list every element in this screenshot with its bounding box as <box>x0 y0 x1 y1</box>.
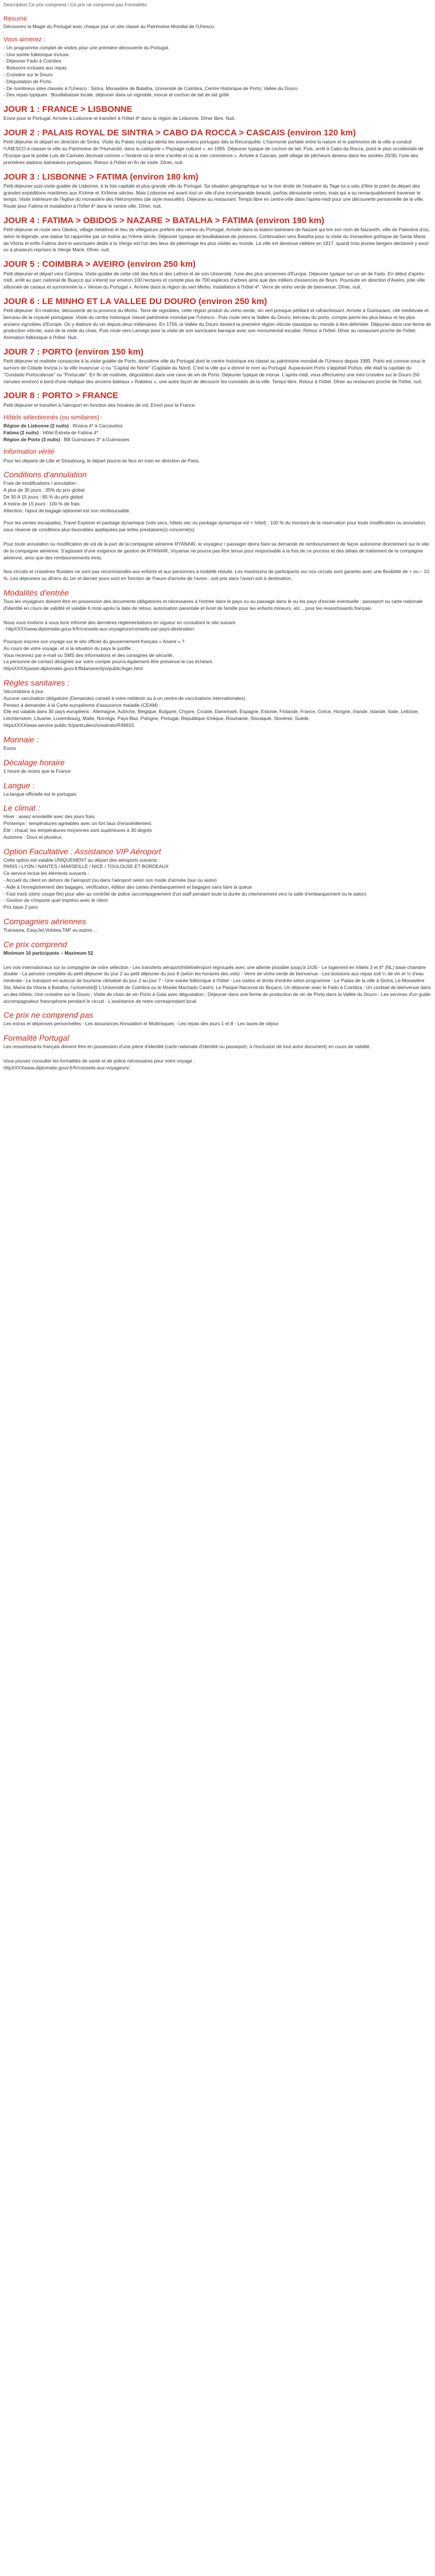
day-8-text: Petit déjeuner et transfert à l'aéroport en fonction des horaires de vol. Envol pour la France. <box>3 402 196 408</box>
hotel-item <box>3 430 432 437</box>
climat-line: Automne : Doux et pluvieux. <box>3 834 63 840</box>
day-2-text: Petit déjeuner et départ en direction de Sintra. Visite du Palais royal qui abrita les souverains portugais dès la Reconquête. L'harmonie parfaite entre la nature et le patrimoine de la ville a conduit l'UNESCO à classer la ville au Patrimoine de l'Humanité, dans la catégorie « Paysage culturel », en 1995. Déjeuner typique de cochon de lait. Puis, arrêt à Cabo da Rocca, point le plus occidentale de l'Europe que le poète Luis de Camoes décrivait comme « l'endroit où la terre s'arrête et où la mer commence ». Arrivée à Cascais, petit village de pêcheurs devenu dans les années 20/30, l'une des premières stations balnéaires portugaises. Retour à l'hôtel en fin de visite. Dîner, nuit. <box>3 139 424 165</box>
day-3-text: Petit déjeuner puis visite guidée de Lisbonne, à la fois capitale et plus grande ville du Portugal. Sa situation géographique sur la rive droite de l'estuaire du Tage lui a valu d'être le point de départ des grandes expéditions maritimes aux XVème et XVIème siècles. Mais Lisbonne est avant tout un site d'une incomparable beauté, parfois déroutante certes, mais qui a su remarquablement traverser le temps. Visite intérieure de l'église du monastère des Hiéronymites (de style manuélin). Déjeuner au restaurant. Temps libre en centre-ville dans l'après-midi pour une découverte personnelle de la ville. Route pour Fatima et installation à l'hôtel 4* dans le centre ville. Dîner, nuit. <box>3 182 424 209</box>
hotel-name: : Riviera 4* à Carcavelos <box>68 423 123 429</box>
atout-item: - De nombreux sites classés à l'Unesco : Sintra, Monastère de Batalha, Université de Coimbra, Centre Historique de Porto, Vallée du Douro <box>3 85 298 91</box>
info-title: Information vérité <box>3 449 55 456</box>
modalites-info-line: Nous vous invitons à vous tenir informé des dernières réglementations en vigueur en consultant le site suivant <box>3 619 236 625</box>
langue-title: Langue : <box>3 780 35 790</box>
atout-item: - Dégustation de Porto. <box>3 78 53 84</box>
climat-line: Printemps : températures agréables avec un fort taux d'ensoleillement. <box>3 820 153 827</box>
day-5-text: Petit déjeuner et départ vers Coimbra. Visite guidée de cette cité des Arts et des Lettres et de son Université, l'une des plus anciennes d'Europe. Déjeuner typique sur un air de Fado. En début d'après-midi, arrêt au parc national de Buaçco qui s'étend sur environ 100 hectares et compte plus de 700 espèces d'arbres ainsi que des milliers d'essences de fleurs. Poursuite en direction d'Aveiro, jolie ville sillonnée de canaux et surnommée la « Venise du Portugal ». Arrivée dans la région du vert Minho. Installation à l'hôtel 4*. Verre de vinho verde de bienvenue. Dîner, nuit. <box>3 270 425 290</box>
modalites-ariane <box>3 639 432 672</box>
option-line: Prix base 2 pers <box>3 904 38 910</box>
conditions-title: Conditions d'annulation <box>3 470 87 480</box>
resume-title: Résumé <box>3 15 27 22</box>
atout-item: - Boissons incluses aux repas. <box>3 65 68 71</box>
info-text: Pour les départs de Lille et Strasbourg, le départ pourra se fera en train en direction de Paris. <box>3 457 200 464</box>
climat-line: Eté : chaud, les températures moyennes sont supérieures à 30 degrés <box>3 827 152 834</box>
monnaie-title: Monnaie : <box>3 734 39 744</box>
resume-text: Découvrez la Magie du Portugal avec chaque jour un site classé au Patrimoine Mondial de l'Unesco. <box>3 24 215 30</box>
non-compris-text: Les extras et dépenses personnelles - Les assurances Annulation et Multirisques - Les repas des jours 1 et 8 - Les taxes de séjour <box>3 1021 279 1027</box>
formalite-link[interactable]: httpXXXXwww.diplomatie.gouv.fr/fr/conseils-aux-voyageurs/ <box>3 1064 130 1071</box>
formalite-line: Vous pouvez consulter les formalités de santé et de police nécessaires pour votre voyage : <box>3 1058 195 1064</box>
section-tabs: Description Ce prix comprend / Ce prix ne comprend pas Formalités <box>3 2 147 7</box>
day-1-title: JOUR 1 : FRANCE > LISBONNE <box>3 104 133 115</box>
atout-item: - Des repas typiques : Bouillabaisse locale, déjeuner dans un vignoble, morue et cochon de lait de lait grillé <box>3 92 229 98</box>
comprend-title: Ce prix comprend <box>3 939 67 949</box>
comprend-text: Les vols internationaux sur la compagnie de votre sélection - Les transferts aéroport/hôtel/aéroport regroupés avec une attente possible jusqu'à 1h30 - Le logement en hôtels 3 et 4* (NL) base chambre double - La pension complète du petit déjeuner du jour 2 au petit déjeuner du jour 8 (selon les horaires des vols) - Verre de vinho verde de bienvenue - Les boissons aux repas soit ¼ de vin et ½ d'eau minérale - Le transport en autocar de tourisme climatisé du jour 2 au jour 7 - Une soirée folklorique à l'hôtel - Les visites et droits d'entrée selon programme : Le Palais de la ville à Sintra; Le Monastère Sta; Maria da Vitoria à Batalha; l'université@ L'Université de Coimbra ou le Musée Machado Castro; Le Parque Nacional do Buçaco; Un déjeuner avec le Fado à Coimbra ; Un cocktail de bienvenue dans un des hôtels; Une croisière sur le Douro ; Visite de chais de vin Porto à Gaia avec dégustation ; Déjeuner dans une ferme de production de vin de Porto dans la Vallée du Douro - Les services d'un guide accompagnateur francophone pendant le circuit - L'assistance de notre correspondant local. <box>3 964 431 1004</box>
hotel-name: : BB Guimaraes 3* à Guimaraes <box>60 436 130 442</box>
atouts-list <box>3 45 432 99</box>
modalites-documents: Tous les voyageurs doivent être en possession des documents obligatoires et nécessaires à l'entrée dans le pays ou au passage dans le ou les pays d'escale éventuelle : passeport ou carte nationale d'identité en cours de validité et valable 6 mois après la date de retour, autorisation parentale et livret de famille pour les enfants mineurs, etc... pour les ressortissants français. <box>3 598 423 611</box>
sanitaires-title: Règles sanitaires : <box>3 678 70 687</box>
conditions-circuits: Nos circuits et croisières fluviales ne sont pas recommandés aux enfants et aux personnes à mobilité réduite. Les maximums de participants sur nos circuits sont garantis avec une flexibilité de + ou – 10 %. Les déjeuners ou dîners du 1er et dernier jours sont en fonction de l'heure d'arrivée de l'avion : soit pris dans l'avion soit à destination. <box>3 569 429 582</box>
atout-item: - Une soirée folklorique incluse. <box>3 51 70 57</box>
day-7-text: Petit déjeuner et matinée consacrée à la visite guidée de Porto, deuxième ville du Portugal dont le centre historique est classé au patrimoine mondial de l'Unesco depuis 1995. Porto est connue sous le surnom de Cidade Invicta (« la ville invaincue ») ou "Capital do Norte" (Capitale du Nord). C'est la ville qui a donné le nom au Portugal. Auparavant Porto s'appelait Portus, elle était la capitale du "Condado Portucalense" ou "Portucale". En fin de matinée, dégustation dans une cave de vin de Porto. Déjeuner typique de morue. L'après-midi, vous effectuerez une mini croisière sur le Douro (50 minutes environ) à bord d'une réplique des anciens bateaux « Rabelos », une autre façon de découvrir les curiosités de la ville. Temps libre. Retour à l'hôtel. Dîner au restaurant proche de l'hôtel, nuit. <box>3 358 426 384</box>
comprend-participants: Minimum 10 participants – Maximum 52 <box>3 950 94 956</box>
climat-line: Hiver : assez ensoleillé avec des jours frais. <box>3 814 96 820</box>
sanitaires-line: Pensez à demander à la Carte européenne d'assurance maladie (CEAM) : <box>3 702 161 708</box>
day-5-title: JOUR 5 : COIMBRA > AVEIRO (environ 250 km) <box>3 259 196 270</box>
hotel-region: Fatima (2 nuits) <box>3 429 39 435</box>
hotel-name: : Hôtel Estrela de Fatima 4* <box>38 429 99 435</box>
ariane-line: Vous recevrez par e-mail ou SMS des informations et des consignes de sécurité. <box>3 652 174 658</box>
day-6-text: Petit déjeuner. En matinée, découverte de la province du Minho. Terre de vignobles, cette région produit du vinho verde, vin vert presque pétillant et rafraichissant. Arrivée à Guimaraes, cité médiévale et berceau de la royauté portugaise. Visite du centre historique classé patrimoine mondial par l'Unesco . Puis route vers la Vallée du Douro, berceau du porto, compte parmi les plus beaux et les plus anciens vignobles d'Europe. On y élabore du vin depuis deux millénaires. En 1756, la Vallée du Douro devient la première région viticole classique au monde à être délimitée. Déjeuner dans une ferme de production viticole, suivi de la visite du chais. Puis route vers Lamego pour la visite de son sanctuaire baroque avec son monumental escalier. Retour à l'hôtel. Dîner au restaurant proche de l'hôtel. Animation folklorique à l'hôtel. Nuit. <box>3 308 432 341</box>
day-6-title: JOUR 6 : LE MINHO ET LA VALLEE DU DOURO (environ 250 km) <box>3 296 267 306</box>
hotel-region: Région de Porto (3 nuits) <box>3 436 60 442</box>
option-list <box>3 857 432 911</box>
fee-line: De 30 A 15 jours : 85 % du prix global <box>3 494 83 500</box>
non-compris-title: Ce prix ne comprend pas <box>3 1010 94 1020</box>
hotels-title: Hôtels sélectionnés (ou similaires) : <box>3 414 103 422</box>
hotel-item <box>3 423 432 430</box>
hotel-item <box>3 437 432 443</box>
atouts-title: Vous aimerez : <box>3 36 45 44</box>
day-7-title: JOUR 7 : PORTO (environ 150 km) <box>3 347 143 357</box>
sanitaires-line: Elle est valable dans 30 pays européens : Allemagne, Autriche, Belgique, Bulgarie, Chypre, Croatie, Danemark, Espagne, Estonie, Finlande, France, Grèce, Hongrie, Irlande, Islande, Italie, Lettonie, Liechtenstein, Lituanie, Luxembourg, Malte, Norvège, Pays-Bas, Pologne, Portugal, République tchèque, Roumanie, Slovaquie, Slovénie, Suède. <box>3 709 420 722</box>
option-line: - Aide à l'enregistrement des bagages, vérification, édition des cartes d'embarquement et bagages sans faire la queue <box>3 884 253 890</box>
decalage-text: 1 heure de moins que la France <box>3 768 71 774</box>
day-8-title: JOUR 8 : PORTO > FRANCE <box>3 391 119 401</box>
sanitaires-line: Vaccinations à jour. <box>3 688 45 695</box>
option-line: Cette option est valable UNIQUEMENT au départ des aéroports suivants : <box>3 857 160 863</box>
conditions-escapades: Pour les ventes escapades, Travel Explorer et package dynamique (vols secs, hôtels sec ou package dynamique vol + hôtel) : 100 % du montant de la réservation pour toute modification ou annulation, sous réserve de conditions plus favorables appliquées par le/les prestataire(s) concerné(s). <box>3 520 426 533</box>
page <box>0 0 435 1083</box>
conditions-fees <box>3 480 432 514</box>
day-1-text: Envol pour le Portugal. Arrivée à Lisbonne et transfert à l'hôtel 4* dans la région de Lisbonne. Dîner libre. Nuit. <box>3 115 236 122</box>
conditions-ryanair: Pour toute annulation ou modification de vol de la part de la compagnie aérienne RYANAIR, le voyageur / passager devra faire sa demande de remboursement de façon autonome directement sur le site de la compagnie aérienne. S'agissant d'une exigence de gestion de RYANAIR, Voyamar ne pourra pas être tenue pour responsable à la fois de ce process et des délais de traitement de la compagnie aérienne, ainsi que des remboursements émis. <box>3 540 429 561</box>
sanitaires-link[interactable]: httpsXXXXwww.service-public.fr/particuliers/vosdroits/R49815 <box>3 722 134 728</box>
ariane-line: Pourquoi inscrire son voyage sur le site officiel du gouvernement français « Ariane » ? <box>3 639 185 645</box>
sanitaires-line: Aucune vaccination obligatoire (Demandez conseil à votre médecin ou à un centre de vaccinations internationales). <box>3 695 247 701</box>
langue-text: La langue officielle est le portugais <box>3 791 77 797</box>
option-line: - Fast track (donc coupe file) pour aller au contrôle de police (accompagnement d'un staff pendant toute la durée du cheminement vers la salle d'embarquement ou le salon) <box>3 890 367 897</box>
option-line: - Gestion de n'importe quel imprévu avec le client <box>3 897 108 904</box>
hotel-region: Région de Lisbonne (2 nuits) <box>3 423 69 429</box>
fee-line: Frais de modifications / annulation : <box>3 480 79 487</box>
climat-title: Le climat : <box>3 803 40 813</box>
day-3-title: JOUR 3 : LISBONNE > FATIMA (environ 180 km) <box>3 172 199 182</box>
day-2-title: JOUR 2 : PALAIS ROYAL DE SINTRA > CABO DA ROCCA > CASCAIS (environ 120 km) <box>3 128 356 138</box>
option-title: Option Facultative : Assistance VIP Aéroport <box>3 846 161 856</box>
compagnies-text: Transavia, EasyJet,Volotea,TAP ou autres ... <box>3 927 98 933</box>
climat-list <box>3 814 432 840</box>
compagnies-title: Compagnies aériennes <box>3 916 86 926</box>
modalites-info-link[interactable]: : httpXXXXwww.diplomatie.gouv.fr/fr/conseils-aux-voyageurs/conseils-par-pays-destination <box>3 626 195 632</box>
atout-item: - Croisière sur le Douro <box>3 71 53 77</box>
modalites-info <box>3 620 432 633</box>
ariane-line: La personne de contact désignée sur votre compte pourra également être prévenue le cas échéant. <box>3 659 213 665</box>
monnaie-text: Euros <box>3 745 16 751</box>
atout-item: - Déjeuner Fado à Coimbra <box>3 58 61 64</box>
ariane-line: Au cours de votre voyage, et si la situation du pays le justifie : <box>3 645 134 651</box>
fee-line: Attention, l'ajout de bagage optionnel est non remboursable. <box>3 507 131 513</box>
option-line: - Accueil du client en dehors de l'aéroport (ou dans l'aéroport selon son mode d'arrivée (taxi ou autre) <box>3 877 217 884</box>
decalage-title: Décalage horaire <box>3 757 65 767</box>
formalite-sante <box>3 1058 432 1072</box>
sanitaires-list <box>3 688 432 729</box>
hotels-list <box>3 423 432 443</box>
day-4-title: JOUR 4 : FATIMA > OBIDOS > NAZARE > BATALHA > FATIMA (environ 190 km) <box>3 215 324 225</box>
option-line: Ce service inclue les éléments suivants : <box>3 870 90 877</box>
fee-line: A plus de 30 jours : 35% du prix global <box>3 487 85 493</box>
option-line: PARIS / LYON / NANTES / MARSEILLE / NICE / TOULOUSE ET BORDEAUX <box>3 863 169 870</box>
formalite-title: Formalité Portugal <box>3 1033 69 1043</box>
day-4-text: Petit déjeuner et route vers Obidos, village médiéval et lieu de villégiature préféré des reines du Portugal. Arrivée dans la station balnéaire de Nazaré qui tire son nom de Nazareth, ville de Palestine d'où, selon la légende, une statue fut rapportée par un moine au IVème siècle. Déjeuner typique de bouillabaisse de poissons. Continuation vers Batalha pour la visite du monastère gothique de Santa Maria da Vitoria et enfin Fatima dont le sanctuaire dédié à la Vierge est l'un des lieux de pèlerinage les plus visités au monde. La ville est devenue célèbre en 1917, quand trois jeunes bergers déclarent y avoir vu à plusieurs reprises la Vierge Marie. Dîner, nuit. <box>3 227 430 253</box>
formalite-text: Les ressortissants français doivent être en possession d'une pièce d'identité (carte nationale d'identité ou passeport, à l'exclusion de tout autre document) en cours de validité. <box>3 1044 371 1050</box>
fee-line: A moins de 15 jours : 100 % de frais <box>3 500 80 507</box>
atout-item: - Un programme complet de visites pour une première découverte du Portugal. <box>3 44 170 50</box>
modalites-title: Modalités d'entrée <box>3 587 69 597</box>
ariane-link[interactable]: httpsXXXXpastel.diplomatie.gouv.fr/fildariane/dyn/public/login.html <box>3 666 143 672</box>
